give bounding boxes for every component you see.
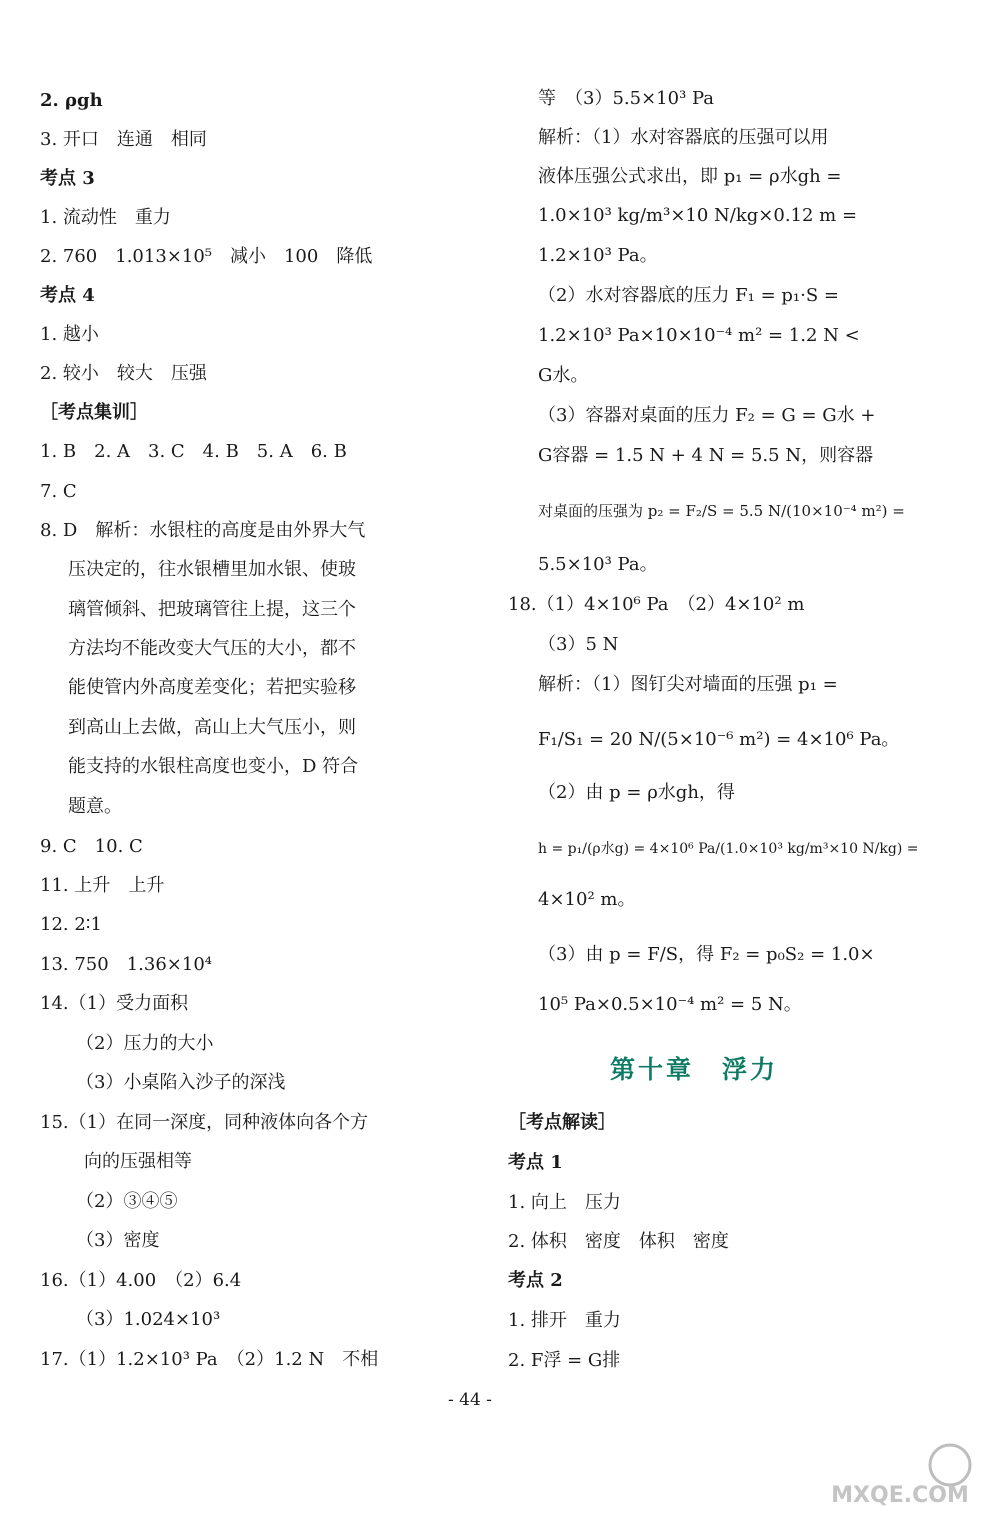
answer-line: 2. ρgh <box>40 90 103 111</box>
formula-line: F₁/S₁ = 20 N/(5×10⁻⁶ m²) = 4×10⁶ Pa。 <box>538 729 900 750</box>
answer-line: 解析：（1）水对容器底的压强可以用 <box>538 127 829 148</box>
answer-line: 2. 较小 较大 压强 <box>40 363 207 384</box>
section-heading: 考点 4 <box>40 285 95 306</box>
answer-line: 12. 2∶1 <box>40 914 102 935</box>
answer-line: 能使管内外高度差变化；若把实验移 <box>68 677 356 698</box>
section-heading: ［考点集训］ <box>40 402 148 423</box>
answer-line: （2）由 p = ρ水gh，得 <box>538 782 735 803</box>
answer-line: 1. 排开 重力 <box>508 1310 621 1331</box>
answer-line: 10⁵ Pa×0.5×10⁻⁴ m² = 5 N。 <box>538 994 802 1015</box>
answer-line: 解析：（1）图钉尖对墙面的压强 p₁ = <box>538 674 838 695</box>
answer-line: 16.（1）4.00 （2）6.4 <box>40 1270 242 1291</box>
answer-line: 压决定的，往水银槽里加水银、使玻 <box>68 559 356 580</box>
watermark-text: MXQE.COM <box>831 1483 969 1508</box>
section-heading: 考点 1 <box>508 1152 563 1173</box>
answer-line: 1.2×10³ Pa。 <box>538 245 658 266</box>
answer-line: （3）由 p = F/S，得 F₂ = p₀S₂ = 1.0× <box>538 944 875 965</box>
answer-line: 1.0×10³ kg/m³×10 N/kg×0.12 m = <box>538 205 858 226</box>
answer-line: 2. F浮 = G排 <box>508 1350 621 1371</box>
answer-line: 2. 760 1.013×10⁵ 减小 100 降低 <box>40 246 373 267</box>
answer-line: 17.（1）1.2×10³ Pa （2）1.2 N 不相 <box>40 1349 379 1370</box>
answer-line: 3. 开口 连通 相同 <box>40 129 207 150</box>
answer-line: 1.2×10³ Pa×10×10⁻⁴ m² = 1.2 N < <box>538 325 860 346</box>
answer-line: 向的压强相等 <box>84 1151 192 1172</box>
answer-line: （2）水对容器底的压力 F₁ = p₁·S = <box>538 285 839 306</box>
answer-line: 1. B 2. A 3. C 4. B 5. A 6. B <box>40 441 347 462</box>
answer-line: （3）容器对桌面的压力 F₂ = G = G水 + <box>538 405 876 426</box>
answer-line: 7. C <box>40 481 77 502</box>
answer-line: （3）1.024×10³ <box>76 1309 221 1330</box>
formula-line: 对桌面的压强为 p₂ = F₂/S = 5.5 N/(10×10⁻⁴ m²) = <box>538 502 905 520</box>
chapter-title: 第十章 浮力 <box>610 1055 779 1084</box>
answer-line: 能支持的水银柱高度也变小，D 符合 <box>68 756 359 777</box>
answer-line: 4×10² m。 <box>538 889 636 910</box>
answer-line: （2）③④⑤ <box>76 1191 178 1212</box>
answer-line: 1. 越小 <box>40 324 99 345</box>
answer-line: 液体压强公式求出，即 p₁ = ρ水gh = <box>538 166 842 187</box>
section-heading: ［考点解读］ <box>508 1112 616 1133</box>
section-heading: 考点 3 <box>40 168 95 189</box>
answer-line: 11. 上升 上升 <box>40 875 165 896</box>
answer-line: 等 （3）5.5×10³ Pa <box>538 88 715 109</box>
answer-line: 13. 750 1.36×10⁴ <box>40 954 212 975</box>
answer-line: 1. 流动性 重力 <box>40 207 171 228</box>
section-heading: 考点 2 <box>508 1270 563 1291</box>
answer-line: （3）小桌陷入沙子的深浅 <box>76 1072 286 1093</box>
answer-line: 璃管倾斜、把玻璃管往上提，这三个 <box>68 599 356 620</box>
answer-line: 9. C 10. C <box>40 836 143 857</box>
answer-line: （3）密度 <box>76 1230 160 1251</box>
answer-line: 1. 向上 压力 <box>508 1192 621 1213</box>
answer-line: （2）压力的大小 <box>76 1033 214 1054</box>
answer-line: 到高山上去做，高山上大气压小，则 <box>68 717 356 738</box>
answer-line: 14.（1）受力面积 <box>40 993 189 1014</box>
answer-line: G水。 <box>538 365 589 386</box>
answer-line: 题意。 <box>68 796 122 817</box>
answer-line: 15.（1）在同一深度，同种液体向各个方 <box>40 1112 369 1133</box>
answer-line: 8. D 解析：水银柱的高度是由外界大气 <box>40 520 366 541</box>
answer-line: 方法均不能改变大气压的大小，都不 <box>68 638 356 659</box>
answer-line: 5.5×10³ Pa。 <box>538 554 658 575</box>
answer-line: （3）5 N <box>538 634 619 655</box>
answer-line: 2. 体积 密度 体积 密度 <box>508 1231 729 1252</box>
page-number: - 44 - <box>448 1390 492 1410</box>
formula-line: h = p₁/(ρ水g) = 4×10⁶ Pa/(1.0×10³ kg/m³×10 N/kg) = <box>538 841 919 857</box>
watermark-logo-icon <box>800 1440 990 1510</box>
answer-line: G容器 = 1.5 N + 4 N = 5.5 N，则容器 <box>538 445 874 466</box>
answer-line: 18.（1）4×10⁶ Pa （2）4×10² m <box>508 594 805 615</box>
